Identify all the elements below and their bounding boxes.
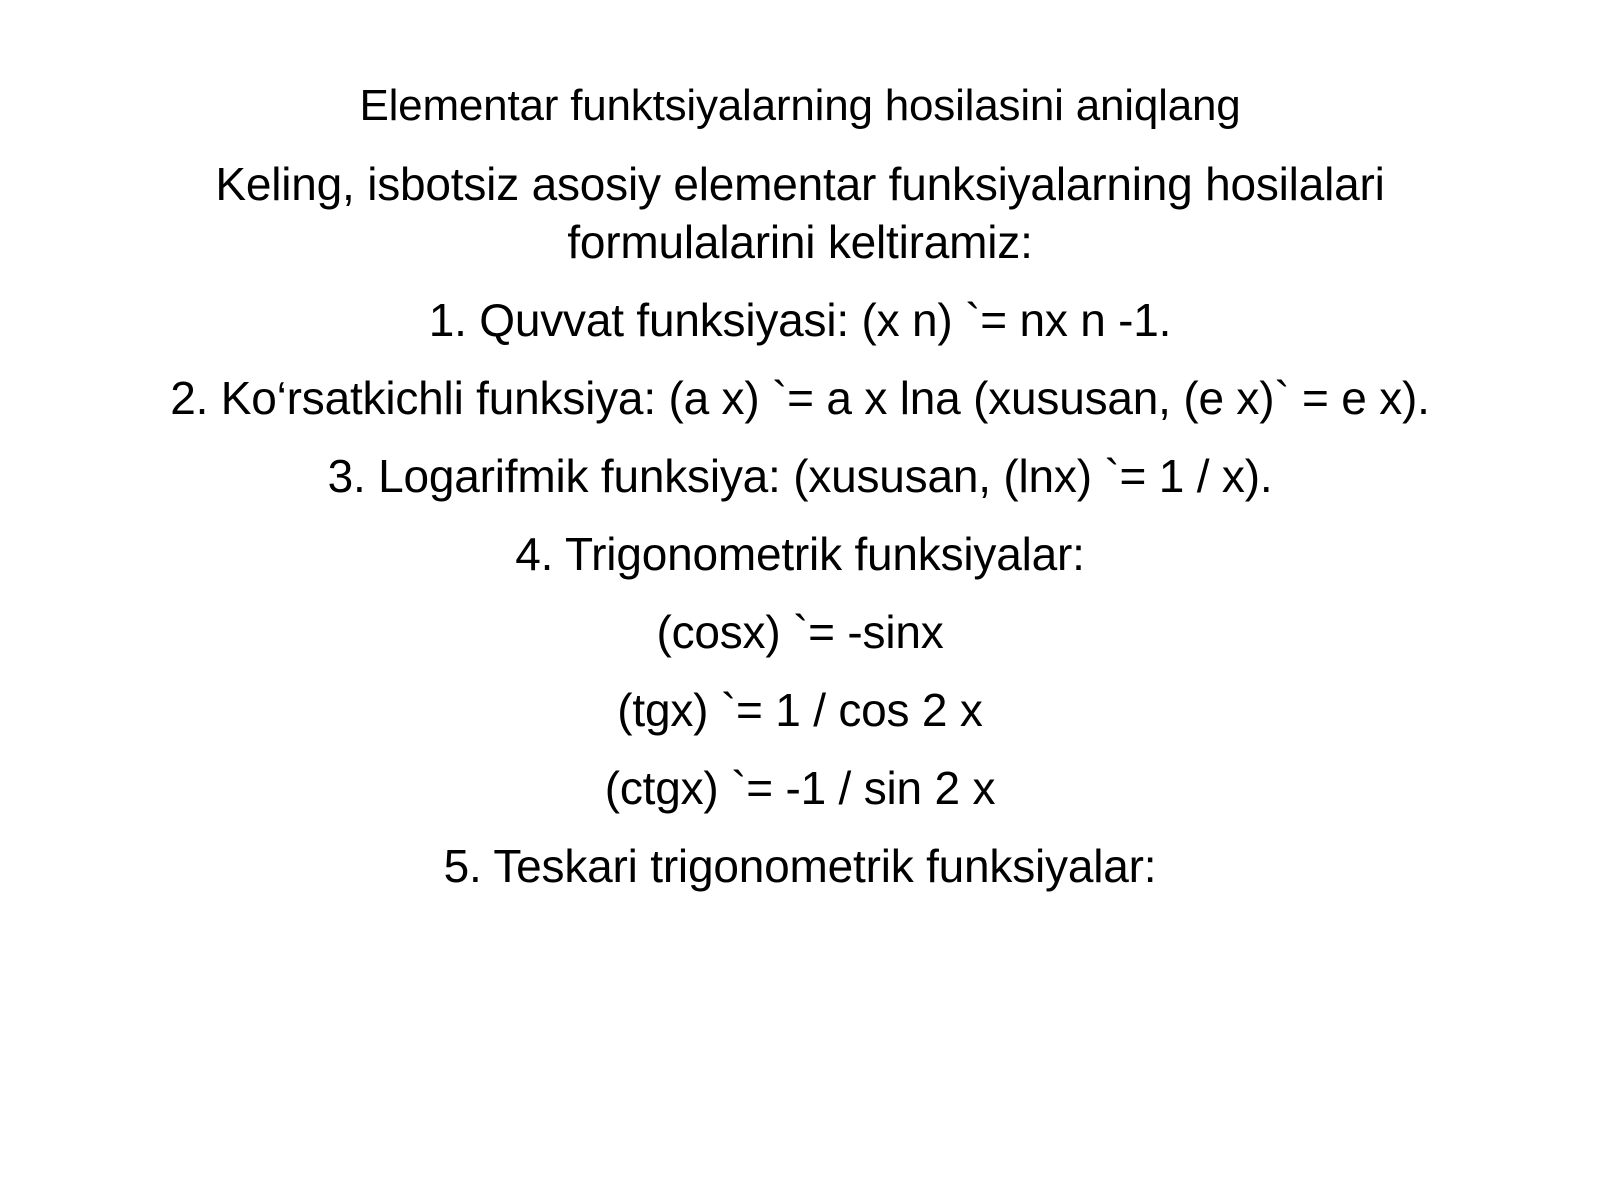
slide-title: Elementar funktsiyalarning hosilasini aniqlang: [359, 81, 1241, 130]
formula-tg: (tgx) `= 1 / cos 2 x: [617, 684, 983, 736]
intro-line-1: Keling, isbotsiz asosiy elementar funksiyalarning hosilalari: [215, 158, 1385, 210]
formula-logarithmic: 3. Logarifmik funksiya: (xususan, (lnx) `= 1 / x).: [327, 450, 1273, 502]
formula-exponential: 2. Ko‘rsatkichli funksiya: (a x) `= a x lna (xususan, (e x)` = e x).: [170, 372, 1430, 424]
formula-power: 1. Quvvat funksiyasi: (x n) `= nx n -1.: [428, 294, 1172, 346]
heading-trigonometric: 4. Trigonometrik funksiyalar:: [515, 528, 1085, 580]
intro-line-2: formulalarini keltiramiz:: [567, 216, 1033, 268]
formula-ctg: (ctgx) `= -1 / sin 2 x: [604, 762, 996, 814]
formula-cos: (cosx) `= -sinx: [656, 606, 944, 658]
heading-inverse-trigonometric: 5. Teskari trigonometrik funksiyalar:: [443, 840, 1157, 892]
